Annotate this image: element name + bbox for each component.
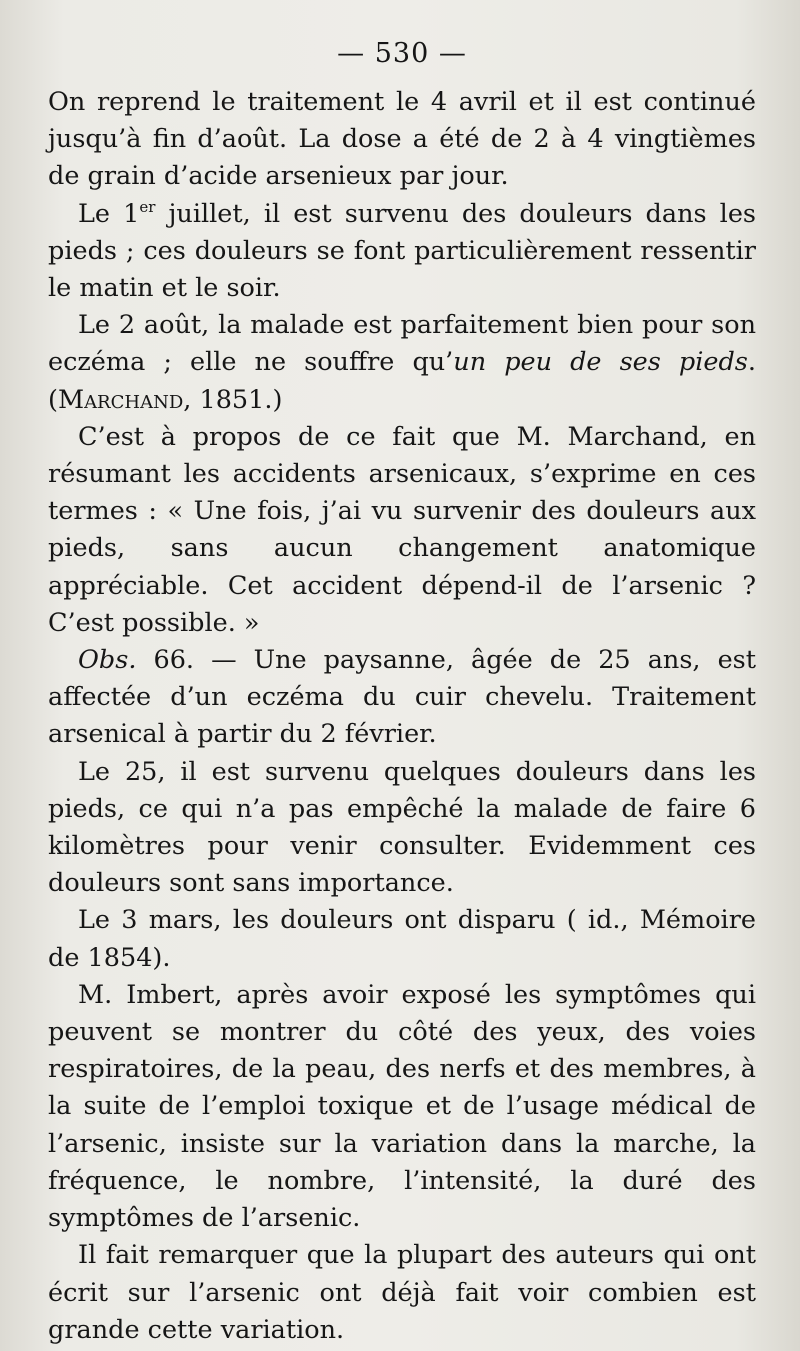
italic-text: un peu de ses pieds [453,347,748,378]
text-run: . ( [48,347,756,415]
paragraph-2 [48,196,756,308]
italic-text: Obs. [78,645,137,676]
text-run: Il fait remarquer que la plupart des auteurs qui ont écrit sur l’arsenic ont déjà fait voir combien est grande cette variation. [48,1240,756,1345]
text-run: 66. — Une paysanne, âgée de 25 ans, est affectée d’un eczéma du cuir chevelu. Traitement arsenical à partir du 2 février. [48,645,756,750]
superscript: er [139,197,156,216]
text-run: Le 25, il est survenu quelques douleurs dans les pieds, ce qui n’a pas empêché la malade de faire 6 kilomètres pour venir consulter. Evidemment ces douleurs sont sans importance. [48,756,756,899]
paragraph-5 [48,642,756,754]
text-run: juillet, il est survenu des douleurs dans les pieds ; ces douleurs se font particulièrement ressentir le matin et le soir. [48,198,757,304]
paragraph-7 [48,902,756,976]
paragraph-4 [48,419,756,642]
paragraph-8 [48,977,756,1237]
text-run: , 1851.) [183,384,283,415]
body-text [48,84,756,1349]
text-run: On reprend le traitement le 4 avril et il est continué jusqu’à fin d’août. La dose a été de 2 à 4 vingtièmes de grain d’acide arsenieux par jour. [48,87,756,192]
paragraph-1 [48,84,756,196]
text-run: M. Imbert, après avoir exposé les symptômes qui peuvent se montrer du côté des yeux, des voies respiratoires, de la peau, des nerfs et des membres, à la suite de l’emploi toxique et de l’usage médical de l’arsenic, insiste sur la variation dans la marche, la fréquence, le nombre, l’intensité, la duré des symptômes de l’arsenic. [48,979,756,1234]
paragraph-6 [48,754,756,903]
paragraph-3 [48,307,756,419]
text-run: Le 1 [78,198,140,229]
paragraph-9 [48,1237,756,1349]
author-name: Marchand [57,384,184,415]
text-run: Le 2 août, la malade est parfaitement bien pour son eczéma ; elle ne souffre qu’ [48,310,756,378]
text-run: C’est à propos de ce fait que M. Marchand, en résumant les accidents arsenicaux, s’exprime en ces termes : « Une fois, j’ai vu survenir des douleurs aux pieds, sans aucun changement anatomique appréciable. Cet accident dépend-il de l’arsenic ? C’est possible. » [48,421,756,638]
page-number: — 530 — [337,38,467,69]
text-run: Le 3 mars, les douleurs ont disparu ( id., Mémoire de 1854). [48,905,756,973]
